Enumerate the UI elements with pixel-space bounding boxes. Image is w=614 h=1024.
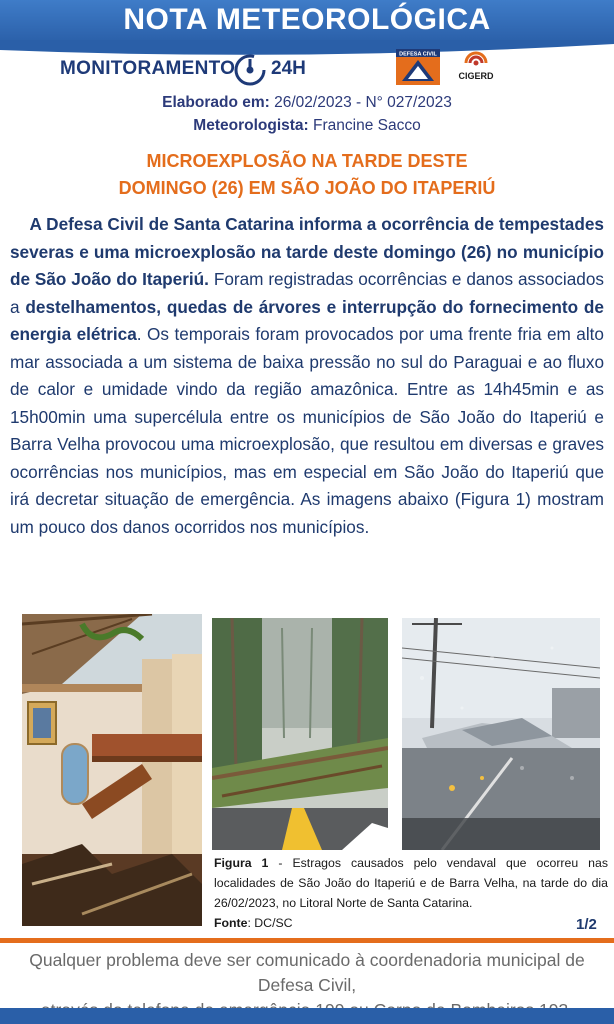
elaborated-label: Elaborado em:	[162, 94, 270, 111]
body-text-1: Foram registradas ocorrências e danos associados a	[10, 269, 604, 317]
photo-fallen-trees	[212, 618, 388, 850]
monitoring-clock-icon	[232, 51, 268, 87]
body-text-2: . Os temporais foram provocados por uma frente fria em alto mar associada a um sistema de baixa pressão no sul do Paraguai e ao fluxo de calor e umidade vindo da região amazônica. Entre as 14h45min e as 15h00min uma supercélula entre os municípios de São João do Itaperiú e Barra Velha provocou uma microexplosão, que resultou em diversas e graves ocorrências nos municípios, mas em especial em São João do Itaperiú que irá decretar situação de emergência. As imagens abaixo (Figura 1) mostram um pouco dos danos ocorridos nos municípios.	[10, 324, 604, 537]
elaborated-value: 26/02/2023 - N° 027/2023	[269, 94, 452, 111]
headline-line-1: MICROEXPLOSÃO NA TARDE DESTE	[146, 151, 468, 171]
photo-church-damage	[22, 614, 202, 926]
page-number: 1/2	[576, 916, 597, 933]
body-paragraph	[10, 211, 604, 541]
source-label: Fonte	[214, 916, 248, 930]
figure-caption	[214, 853, 608, 933]
svg-text:CIGERD: CIGERD	[458, 71, 494, 81]
footer-line-1: Qualquer problema deve ser comunicado à coordenadoria municipal de Defesa Civil,	[29, 950, 585, 995]
body-bold-intro: A Defesa Civil de Santa Catarina informa a ocorrência de tempestades severas e uma microexplosão na tarde deste domingo (26) no município de São João do Itaperiú.	[10, 214, 604, 289]
source-value: : DC/SC	[247, 916, 293, 930]
figure-label: Figura 1	[214, 856, 269, 870]
body-bold-damages: destelhamentos, quedas de árvores e interrupção do fornecimento de energia elétrica	[10, 296, 604, 344]
meteorologist-value: Francine Sacco	[308, 117, 421, 134]
monitoring-24h-label: 24H	[271, 58, 306, 79]
cigerd-logo	[452, 49, 500, 87]
elaborated-info	[0, 94, 614, 112]
headline	[0, 148, 614, 202]
defesa-civil-logo	[396, 49, 440, 85]
photo-roof-debris	[402, 618, 600, 850]
figure-description: - Estragos causados pelo vendaval que ocorreu nas localidades de São João do Itaperiú e de Barra Velha, na tarde do dia 26/02/2023, no Litoral Norte de Santa Catarina.	[214, 856, 608, 910]
meteorologist-label: Meteorologista:	[193, 117, 309, 134]
monitoring-label: MONITORAMENTO	[60, 58, 236, 79]
footer-separator	[0, 938, 614, 943]
headline-line-2: DOMINGO (26) EM SÃO JOÃO DO ITAPERIÚ	[118, 178, 496, 198]
document-title: NOTA METEOROLÓGICA	[123, 3, 491, 36]
svg-text:DEFESA CIVIL: DEFESA CIVIL	[399, 51, 437, 58]
footer-bar	[0, 1008, 614, 1024]
header-curve	[0, 40, 614, 58]
meteorologist-info	[0, 117, 614, 135]
